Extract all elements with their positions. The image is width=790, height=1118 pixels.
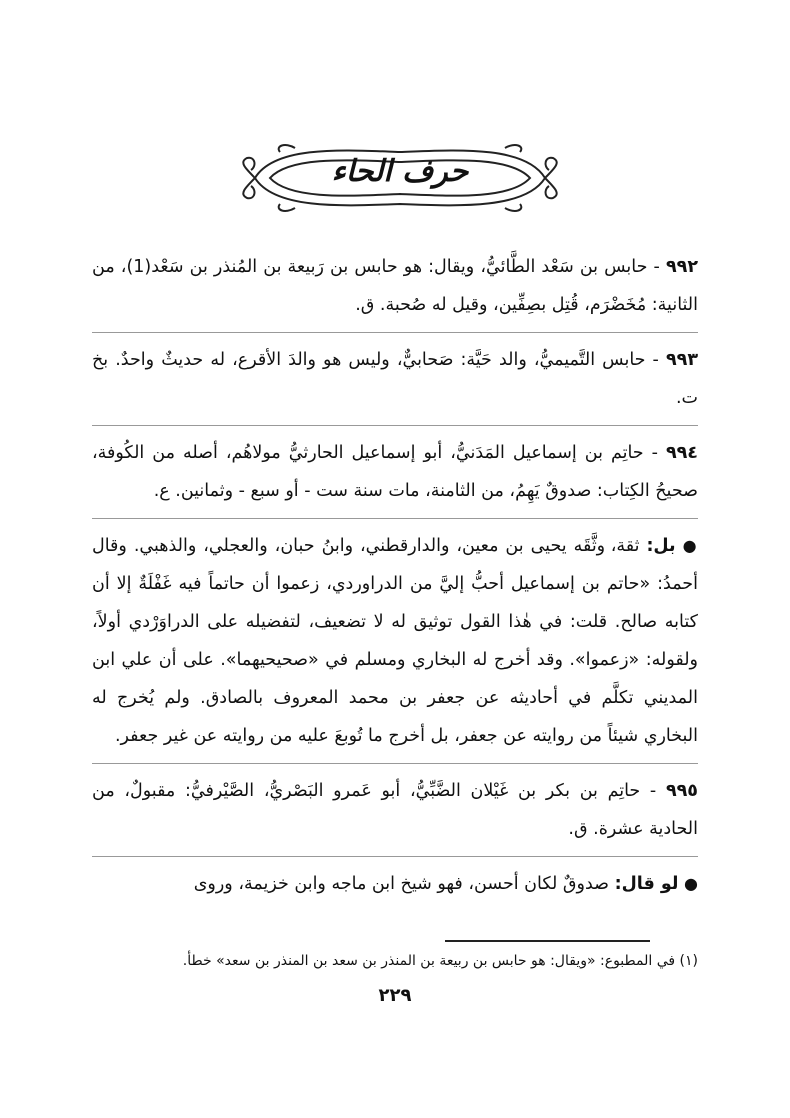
- bullet-icon: ●: [684, 874, 698, 893]
- chapter-title: حرف الحاء: [331, 154, 469, 189]
- note-label: بل:: [646, 536, 676, 556]
- divider: [92, 518, 698, 519]
- entry-number: ٩٩٤: [665, 443, 698, 463]
- entry-text: - حاتِم بن بكر بن غَيْلان الضَّبِّيُّ، أبو عَمرو البَصْريُّ، الصَّيْرفيُّ: مقبولٌ، من الحادية عشرة. ق.: [92, 781, 698, 839]
- entry-text: - حابس التَّميميُّ، والد حَيَّة: صَحابيٌّ، وليس هو والدَ الأقرع، له حديثٌ واحدٌ. بخ ت.: [92, 350, 698, 408]
- entry-993: [92, 341, 698, 417]
- entry-number: ٩٩٥: [665, 781, 698, 801]
- page-number: ٢٢٩: [378, 985, 412, 1006]
- entry-995: [92, 772, 698, 848]
- entry-text: - حابس بن سَعْد الطَّائيُّ، ويقال: هو حابس بن رَبيعة بن المُنذر بن سَعْد(1)، من الثانية: مُخَضْرَم، قُتِل بصِفِّين، وقيل له صُحبة. ق.: [92, 257, 698, 315]
- note-text: ثقة، وثَّقَه يحيى بن معين، والدارقطني، وابنُ حبان، والعجلي، والذهبي. وقال أحمدُ: «حاتم بن إسماعيل أحبُّ إليَّ من الدراوردي، زعموا أن حاتماً فيه غَفْلَةٌ إلا أن كتابه صالح. قلت: في هٰذا القول توثيق له لا تضعيف، لتفضيله على الدراوَرْدي أولاً، ولقوله: «زعموا». وقد أخرج له البخاري ومسلم في «صحيحيهما». على أن علي ابن المديني تكلَّم في أحاديثه عن جعفر بن محمد المعروف بالصادق. ولم يُخرج له البخاري شيئاً من روايته عن جعفر، بل أخرج ما تُوبعَ عليه من روايته عن غير جعفر.: [92, 536, 698, 746]
- main-text: [92, 248, 698, 911]
- entry-number: ٩٩٣: [665, 350, 698, 370]
- note-994: [92, 527, 698, 755]
- note-995: [92, 865, 698, 903]
- note-text: صدوقٌ لكان أحسن، فهو شيخ ابن ماجه وابن خزيمة، وروى: [193, 874, 610, 894]
- divider: [92, 425, 698, 426]
- chapter-header: [235, 140, 565, 215]
- bullet-icon: ●: [682, 536, 698, 555]
- entry-992: [92, 248, 698, 324]
- entry-994: [92, 434, 698, 510]
- entry-number: ٩٩٢: [665, 257, 699, 277]
- divider: [92, 856, 698, 857]
- note-label: لو قال:: [614, 874, 679, 894]
- footnote: (١) في المطبوع: «ويقال: هو حابس بن ربيعة بن المنذر بن سعد بن المنذر بن سعد» خطأ.: [182, 953, 698, 969]
- footnote-separator: [445, 940, 650, 942]
- entry-text: - حاتِم بن إسماعيل المَدَنيُّ، أبو إسماعيل الحارثيُّ مولاهُم، أصله من الكُوفة، صحيحُ الكِتاب: صدوقٌ يَهِمُ، من الثامنة، مات سنة ست - أو سبع - وثمانين. ع.: [92, 443, 698, 501]
- divider: [92, 332, 698, 333]
- divider: [92, 763, 698, 764]
